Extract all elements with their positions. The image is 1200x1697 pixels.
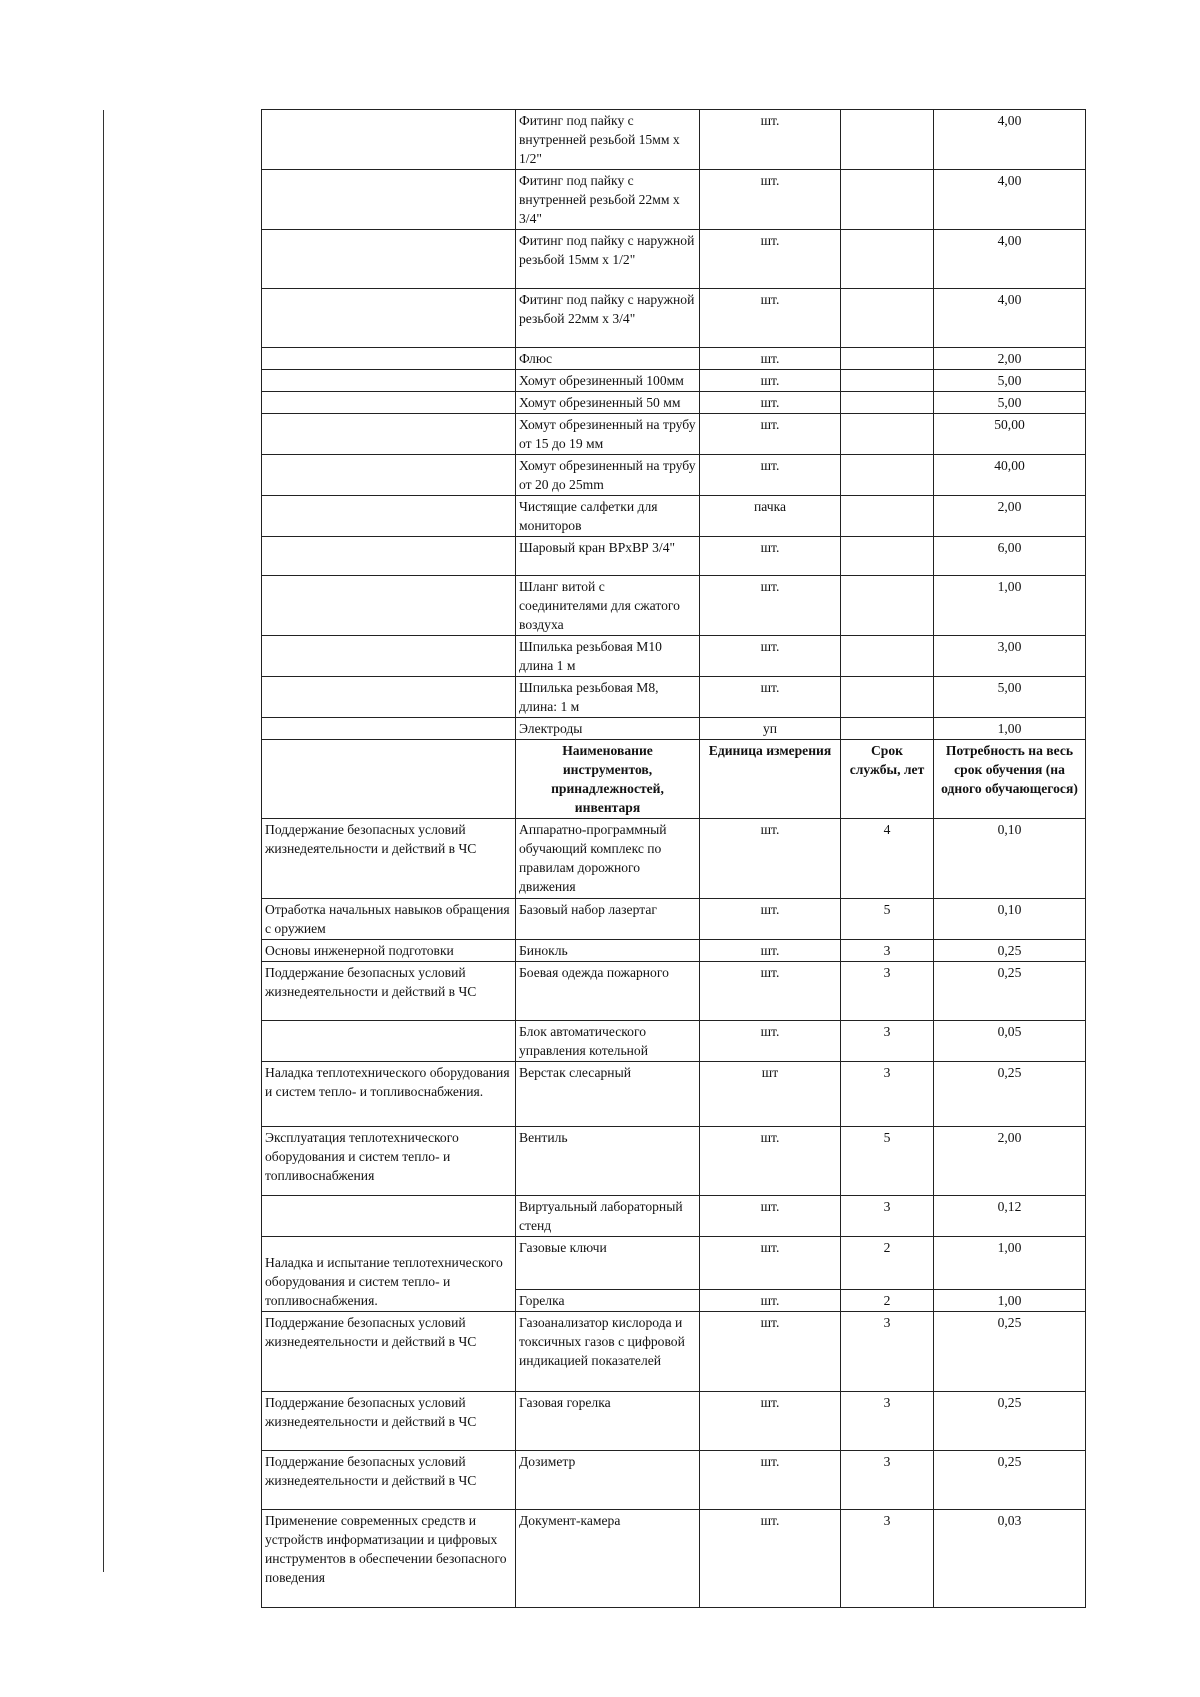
life-cell <box>841 110 934 170</box>
life-cell <box>841 170 934 230</box>
course-cell <box>262 230 516 289</box>
unit-cell: шт. <box>700 230 841 289</box>
life-cell: 4 <box>841 819 934 899</box>
life-cell: 3 <box>841 1196 934 1237</box>
life-cell: 3 <box>841 940 934 962</box>
life-cell <box>841 230 934 289</box>
item-name-cell: Горелка <box>516 1290 700 1312</box>
unit-cell: шт. <box>700 576 841 636</box>
course-cell <box>262 1021 516 1062</box>
life-cell: 3 <box>841 1021 934 1062</box>
table-row <box>262 110 1086 170</box>
item-name-cell: Документ-камера <box>516 1510 700 1608</box>
unit-cell: шт. <box>700 940 841 962</box>
need-cell: 0,25 <box>934 962 1086 1021</box>
unit-cell: шт. <box>700 348 841 370</box>
inventory-table <box>261 109 1086 1608</box>
life-cell: 5 <box>841 899 934 940</box>
item-name-cell: Хомут обрезиненный 50 мм <box>516 392 700 414</box>
item-name-cell: Чистящие салфетки для мониторов <box>516 496 700 537</box>
item-name-cell: Вентиль <box>516 1127 700 1196</box>
course-cell <box>262 348 516 370</box>
item-name-cell: Газовая горелка <box>516 1392 700 1451</box>
life-cell <box>841 414 934 455</box>
unit-cell: пачка <box>700 496 841 537</box>
life-cell: 3 <box>841 1392 934 1451</box>
course-cell: Отработка начальных навыков обращения с оружием <box>262 899 516 940</box>
need-cell: 0,25 <box>934 1062 1086 1127</box>
item-name-cell: Фитинг под пайку с внутренней резьбой 22мм х 3/4" <box>516 170 700 230</box>
item-name-cell: Газовые ключи <box>516 1237 700 1290</box>
unit-cell: шт. <box>700 1392 841 1451</box>
unit-cell: шт. <box>700 414 841 455</box>
course-cell: Поддержание безопасных условий жизнедеятельности и действий в ЧС <box>262 819 516 899</box>
course-cell: Наладка теплотехнического оборудования и систем тепло- и топливоснабжения. <box>262 1062 516 1127</box>
need-cell: 0,10 <box>934 899 1086 940</box>
need-cell: 5,00 <box>934 677 1086 718</box>
need-cell: 0,03 <box>934 1510 1086 1608</box>
course-cell: Поддержание безопасных условий жизнедеятельности и действий в ЧС <box>262 962 516 1021</box>
table-row <box>262 1451 1086 1510</box>
need-cell: 4,00 <box>934 289 1086 348</box>
course-cell <box>262 677 516 718</box>
unit-cell: шт. <box>700 677 841 718</box>
table-row <box>262 940 1086 962</box>
table-row <box>262 1510 1086 1608</box>
unit-cell: шт. <box>700 1451 841 1510</box>
life-cell <box>841 348 934 370</box>
need-cell: 4,00 <box>934 230 1086 289</box>
need-cell: 0,10 <box>934 819 1086 899</box>
unit-cell: уп <box>700 718 841 740</box>
course-cell <box>262 289 516 348</box>
life-cell: 3 <box>841 962 934 1021</box>
table-row <box>262 962 1086 1021</box>
column-header-row <box>262 740 1086 819</box>
unit-cell: шт. <box>700 289 841 348</box>
need-cell: 0,25 <box>934 940 1086 962</box>
course-cell <box>262 496 516 537</box>
need-cell: 4,00 <box>934 110 1086 170</box>
unit-cell: шт. <box>700 1021 841 1062</box>
course-cell: Применение современных средств и устройств информатизации и цифровых инструментов в обеспечении безопасного поведения <box>262 1510 516 1608</box>
need-cell: 6,00 <box>934 537 1086 576</box>
header-life-cell: Срок службы, лет <box>841 740 934 819</box>
unit-cell: шт. <box>700 962 841 1021</box>
item-name-cell: Виртуальный лабораторный стенд <box>516 1196 700 1237</box>
item-name-cell: Хомут обрезиненный на трубу от 20 до 25mm <box>516 455 700 496</box>
need-cell: 0,25 <box>934 1451 1086 1510</box>
need-cell: 2,00 <box>934 1127 1086 1196</box>
item-name-cell: Боевая одежда пожарного <box>516 962 700 1021</box>
unit-cell: шт. <box>700 1312 841 1392</box>
item-name-cell: Шаровый кран ВРхВР 3/4" <box>516 537 700 576</box>
table-row <box>262 370 1086 392</box>
need-cell: 4,00 <box>934 170 1086 230</box>
item-name-cell: Газоанализатор кислорода и токсичных газов с цифровой индикацией показателей <box>516 1312 700 1392</box>
need-cell: 1,00 <box>934 1237 1086 1290</box>
table-row <box>262 636 1086 677</box>
table-row <box>262 348 1086 370</box>
table-row <box>262 392 1086 414</box>
life-cell <box>841 576 934 636</box>
unit-cell: шт. <box>700 819 841 899</box>
life-cell: 2 <box>841 1290 934 1312</box>
life-cell <box>841 392 934 414</box>
course-cell <box>262 455 516 496</box>
life-cell <box>841 289 934 348</box>
table-row <box>262 899 1086 940</box>
course-cell <box>262 414 516 455</box>
table-row <box>262 718 1086 740</box>
course-cell <box>262 636 516 677</box>
need-cell: 0,25 <box>934 1392 1086 1451</box>
item-name-cell: Фитинг под пайку с наружной резьбой 15мм х 1/2" <box>516 230 700 289</box>
item-name-cell: Шланг витой с соединителями для сжатого воздуха <box>516 576 700 636</box>
unit-cell: шт. <box>700 110 841 170</box>
header-empty-cell <box>262 740 516 819</box>
table-row <box>262 1312 1086 1392</box>
unit-cell: шт. <box>700 370 841 392</box>
table-row <box>262 537 1086 576</box>
unit-cell: шт. <box>700 170 841 230</box>
course-cell: Наладка и испытание теплотехнического оборудования и систем тепло- и топливоснабжения. <box>262 1237 516 1312</box>
unit-cell: шт. <box>700 1510 841 1608</box>
need-cell: 3,00 <box>934 636 1086 677</box>
item-name-cell: Хомут обрезиненный на трубу от 15 до 19 мм <box>516 414 700 455</box>
table-row <box>262 230 1086 289</box>
unit-cell: шт. <box>700 537 841 576</box>
course-cell: Поддержание безопасных условий жизнедеятельности и действий в ЧС <box>262 1312 516 1392</box>
table-row <box>262 1196 1086 1237</box>
need-cell: 2,00 <box>934 348 1086 370</box>
need-cell: 5,00 <box>934 370 1086 392</box>
item-name-cell: Хомут обрезиненный 100мм <box>516 370 700 392</box>
life-cell: 3 <box>841 1510 934 1608</box>
life-cell <box>841 537 934 576</box>
item-name-cell: Фитинг под пайку с внутренней резьбой 15мм х 1/2" <box>516 110 700 170</box>
course-cell <box>262 370 516 392</box>
table-row <box>262 819 1086 899</box>
need-cell: 1,00 <box>934 718 1086 740</box>
life-cell <box>841 370 934 392</box>
table-row <box>262 496 1086 537</box>
need-cell: 40,00 <box>934 455 1086 496</box>
item-name-cell: Аппаратно-программный обучающий комплекс по правилам дорожного движения <box>516 819 700 899</box>
unit-cell: шт. <box>700 1290 841 1312</box>
course-cell <box>262 170 516 230</box>
life-cell <box>841 636 934 677</box>
life-cell <box>841 496 934 537</box>
unit-cell: шт. <box>700 1196 841 1237</box>
course-cell: Поддержание безопасных условий жизнедеятельности и действий в ЧС <box>262 1392 516 1451</box>
table-row <box>262 677 1086 718</box>
item-name-cell: Верстак слесарный <box>516 1062 700 1127</box>
item-name-cell: Базовый набор лазертаг <box>516 899 700 940</box>
table-row <box>262 170 1086 230</box>
table-row <box>262 1062 1086 1127</box>
course-cell: Эксплуатация теплотехнического оборудования и систем тепло- и топливоснабжения <box>262 1127 516 1196</box>
life-cell <box>841 718 934 740</box>
item-name-cell: Электроды <box>516 718 700 740</box>
course-cell <box>262 392 516 414</box>
left-margin-line <box>103 110 104 1572</box>
need-cell: 2,00 <box>934 496 1086 537</box>
item-name-cell: Дозиметр <box>516 1451 700 1510</box>
life-cell <box>841 455 934 496</box>
table-row <box>262 1021 1086 1062</box>
course-cell <box>262 110 516 170</box>
table-row <box>262 455 1086 496</box>
unit-cell: шт. <box>700 455 841 496</box>
unit-cell: шт. <box>700 1127 841 1196</box>
life-cell: 3 <box>841 1451 934 1510</box>
course-cell: Основы инженерной подготовки <box>262 940 516 962</box>
course-cell <box>262 718 516 740</box>
table-row <box>262 289 1086 348</box>
need-cell: 0,05 <box>934 1021 1086 1062</box>
table-row <box>262 1392 1086 1451</box>
need-cell: 0,12 <box>934 1196 1086 1237</box>
life-cell: 3 <box>841 1062 934 1127</box>
need-cell: 0,25 <box>934 1312 1086 1392</box>
life-cell <box>841 677 934 718</box>
table-row <box>262 1127 1086 1196</box>
item-name-cell: Шпилька резьбовая М8, длина: 1 м <box>516 677 700 718</box>
table-row <box>262 576 1086 636</box>
header-unit-cell: Единица измерения <box>700 740 841 819</box>
unit-cell: шт. <box>700 1237 841 1290</box>
item-name-cell: Бинокль <box>516 940 700 962</box>
unit-cell: шт. <box>700 899 841 940</box>
header-name-cell: Наименование инструментов, принадлежностей, инвентаря <box>516 740 700 819</box>
table-row <box>262 414 1086 455</box>
life-cell: 2 <box>841 1237 934 1290</box>
unit-cell: шт <box>700 1062 841 1127</box>
header-need-cell: Потребность на весь срок обучения (на одного обучающегося) <box>934 740 1086 819</box>
unit-cell: шт. <box>700 392 841 414</box>
course-cell <box>262 537 516 576</box>
course-cell <box>262 1196 516 1237</box>
course-cell: Поддержание безопасных условий жизнедеятельности и действий в ЧС <box>262 1451 516 1510</box>
item-name-cell: Флюс <box>516 348 700 370</box>
item-name-cell: Фитинг под пайку с наружной резьбой 22мм х 3/4" <box>516 289 700 348</box>
need-cell: 1,00 <box>934 1290 1086 1312</box>
unit-cell: шт. <box>700 636 841 677</box>
table-row <box>262 1237 1086 1290</box>
item-name-cell: Блок автоматического управления котельной <box>516 1021 700 1062</box>
need-cell: 50,00 <box>934 414 1086 455</box>
life-cell: 3 <box>841 1312 934 1392</box>
need-cell: 1,00 <box>934 576 1086 636</box>
life-cell: 5 <box>841 1127 934 1196</box>
need-cell: 5,00 <box>934 392 1086 414</box>
course-cell <box>262 576 516 636</box>
item-name-cell: Шпилька резьбовая М10 длина 1 м <box>516 636 700 677</box>
